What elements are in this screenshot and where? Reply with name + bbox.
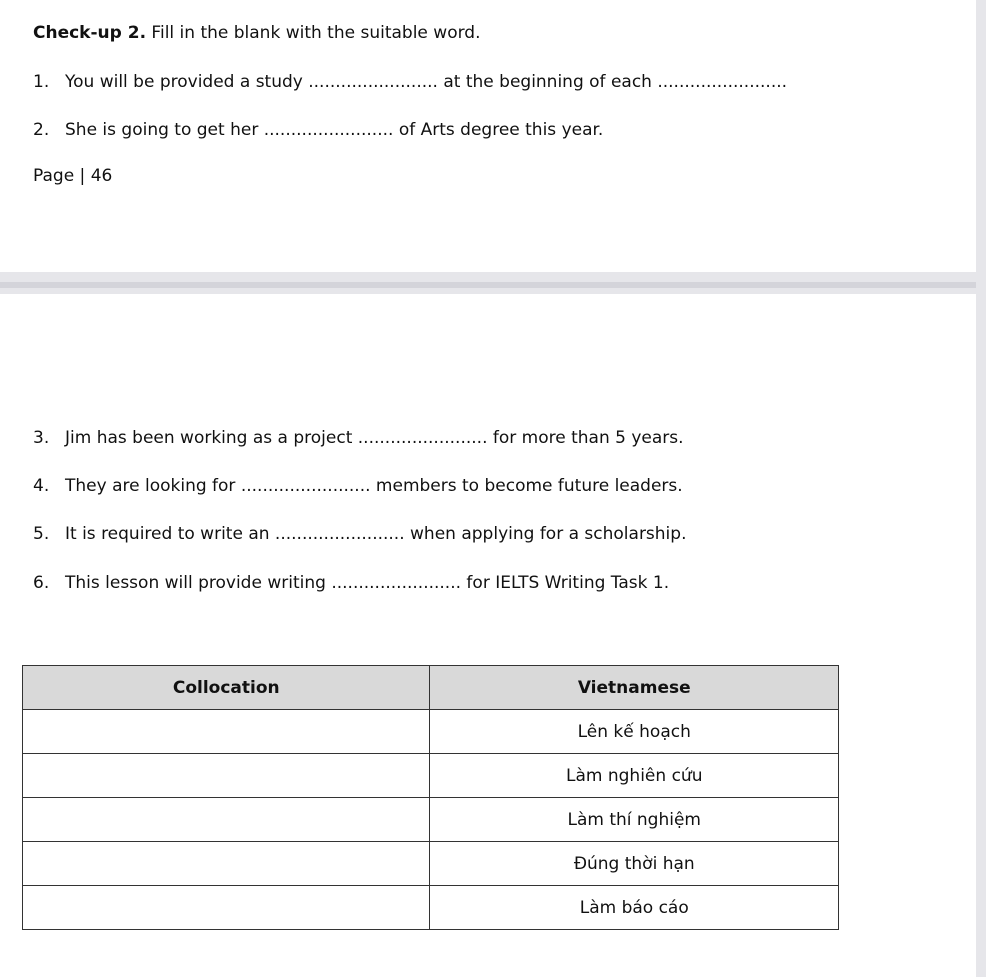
answer-blank[interactable]: ........................ <box>274 524 405 544</box>
vietnamese-cell: Làm báo cáo <box>430 886 839 930</box>
answer-blank[interactable]: ........................ <box>240 476 371 496</box>
page-separator <box>0 282 976 288</box>
table-row <box>23 798 839 842</box>
header-vietnamese: Vietnamese <box>430 666 839 710</box>
checkup-heading <box>33 22 481 44</box>
answer-blank[interactable]: ........................ <box>657 72 788 92</box>
checkup-instruction: Fill in the blank with the suitable word. <box>146 23 481 43</box>
collocation-table <box>22 665 839 930</box>
table-row <box>23 754 839 798</box>
answer-blank[interactable]: ........................ <box>308 72 438 92</box>
question-2: 2. She is going to get her ........................ of Arts degree this year. <box>33 120 604 140</box>
collocation-cell[interactable] <box>23 886 430 930</box>
question-number: 2. <box>33 120 50 140</box>
question-number: 4. <box>33 476 50 496</box>
table-header-row <box>23 666 839 710</box>
question-3: 3. Jim has been working as a project ........................ for more than 5 years. <box>33 428 684 448</box>
collocation-cell[interactable] <box>23 842 430 886</box>
question-number: 5. <box>33 524 50 544</box>
table-row <box>23 886 839 930</box>
answer-blank[interactable]: ........................ <box>357 428 488 448</box>
question-number: 6. <box>33 573 50 593</box>
answer-blank[interactable]: ........................ <box>331 573 462 593</box>
vietnamese-cell: Làm thí nghiệm <box>430 798 839 842</box>
question-4: 4. They are looking for ........................ members to become future leaders. <box>33 476 683 496</box>
question-5: 5. It is required to write an ........................ when applying for a scholarship. <box>33 524 687 544</box>
header-collocation: Collocation <box>23 666 430 710</box>
question-number: 3. <box>33 428 50 448</box>
page-46 <box>0 0 976 272</box>
page-number: Page | 46 <box>33 166 113 186</box>
question-1: 1. You will be provided a study ........................ at the beginning of each ........................ <box>33 72 788 92</box>
question-6: 6. This lesson will provide writing ........................ for IELTS Writing Task 1. <box>33 573 670 593</box>
table-row <box>23 710 839 754</box>
collocation-cell[interactable] <box>23 710 430 754</box>
vietnamese-cell: Đúng thời hạn <box>430 842 839 886</box>
checkup-label: Check-up 2. <box>33 23 147 43</box>
collocation-cell[interactable] <box>23 754 430 798</box>
answer-blank[interactable]: ........................ <box>263 120 394 140</box>
collocation-cell[interactable] <box>23 798 430 842</box>
vietnamese-cell: Lên kế hoạch <box>430 710 839 754</box>
table-row <box>23 842 839 886</box>
question-number: 1. <box>33 72 50 92</box>
vietnamese-cell: Làm nghiên cứu <box>430 754 839 798</box>
